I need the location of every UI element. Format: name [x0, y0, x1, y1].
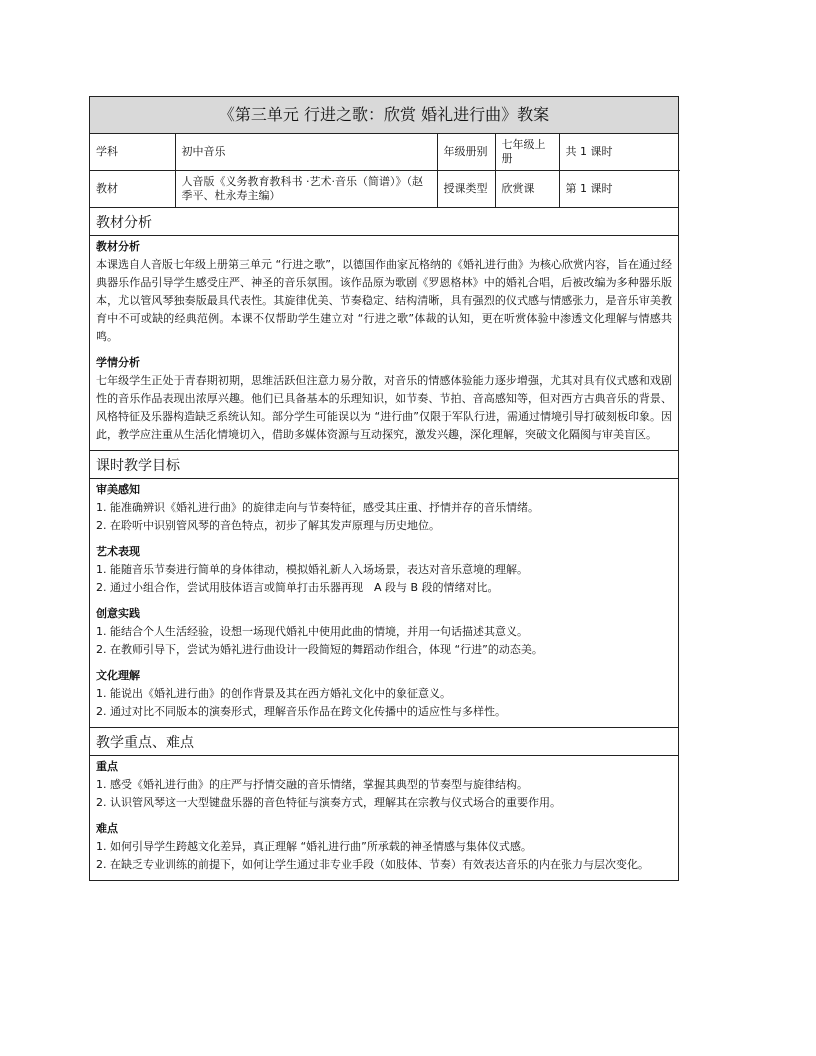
key-point-item: 1. 感受《婚礼进行曲》的庄严与抒情交融的音乐情绪，掌握其典型的节奏型与旋律结构。	[96, 778, 528, 791]
key-group-title: 难点	[96, 822, 118, 835]
info-row-subject	[90, 134, 680, 171]
objective-group-title: 艺术表现	[96, 545, 140, 558]
objective-group-title: 审美感知	[96, 483, 140, 496]
section-heading: 教材分析	[90, 208, 678, 236]
section-objectives	[90, 450, 678, 727]
key-point-item: 2. 认识管风琴这一大型键盘乐器的音色特征与演奏方式，理解其在宗教与仪式场合的重要作用。	[96, 796, 561, 809]
textbook-analysis-text: 本课选自人音版七年级上册第三单元 “行进之歌”，以德国作曲家瓦格纳的《婚礼进行曲》为核心欣赏内容，旨在通过经典器乐作品引导学生感受庄严、神圣的音乐氛围。该作品原为歌剧《罗恩格林》中的婚礼合唱，后被改编为多种器乐版本，尤以管风琴独奏版最具代表性。其旋律优美、节奏稳定、结构清晰，具有强烈的仪式感与情感张力，是音乐审美教育中不可或缺的经典范例。本课不仅帮助学生建立对 “行进之歌”体裁的认知，更在听赏体验中渗透文化理解与情感共鸣。	[96, 258, 672, 343]
textbook-label: 教材	[90, 171, 175, 208]
objective-item: 2. 在教师引导下，尝试为婚礼进行曲设计一段简短的舞蹈动作组合，体现 “行进”的动态美。	[96, 643, 543, 656]
section-heading: 课时教学目标	[90, 451, 678, 479]
objective-item: 2. 在聆听中识别管风琴的音色特点，初步了解其发声原理与历史地位。	[96, 519, 440, 532]
section-analysis	[90, 207, 678, 450]
objective-item: 2. 通过小组合作，尝试用肢体语言或简单打击乐器再现 A 段与 B 段的情绪对比。	[96, 581, 499, 594]
grade-label: 年级册别	[437, 134, 495, 171]
grade-value: 七年级上册	[495, 134, 559, 171]
subject-label: 学科	[90, 134, 175, 171]
lesson-value: 第 1 课时	[559, 171, 680, 208]
lesson-plan-sheet	[89, 96, 679, 881]
section-heading: 教学重点、难点	[90, 728, 678, 756]
objective-item: 1. 能说出《婚礼进行曲》的创作背景及其在西方婚礼文化中的象征意义。	[96, 687, 451, 700]
key-group-title: 重点	[96, 760, 118, 773]
difficulty-item: 2. 在缺乏专业训练的前提下，如何让学生通过非专业手段（如肢体、节奏）有效表达音乐的内在张力与层次变化。	[96, 858, 649, 871]
objective-group-title: 文化理解	[96, 669, 140, 682]
subsection-title: 学情分析	[96, 356, 140, 369]
info-table	[90, 134, 680, 207]
objective-item: 1. 能随音乐节奏进行简单的身体律动，模拟婚礼新人入场场景，表达对音乐意境的理解。	[96, 563, 528, 576]
document-title: 《第三单元 行进之歌：欣赏 婚礼进行曲》教案	[90, 97, 678, 134]
subsection-title: 教材分析	[96, 240, 140, 253]
objective-item: 1. 能准确辨识《婚礼进行曲》的旋律走向与节奏特征，感受其庄重、抒情并存的音乐情绪。	[96, 501, 539, 514]
type-label: 授课类型	[437, 171, 495, 208]
objective-group-title: 创意实践	[96, 607, 140, 620]
objective-item: 1. 能结合个人生活经验，设想一场现代婚礼中使用此曲的情境，并用一句话描述其意义。	[96, 625, 528, 638]
subject-value: 初中音乐	[175, 134, 437, 171]
difficulty-item: 1. 如何引导学生跨越文化差异，真正理解 “婚礼进行曲”所承载的神圣情感与集体仪式感。	[96, 840, 532, 853]
student-analysis-text: 七年级学生正处于青春期初期，思维活跃但注意力易分散，对音乐的情感体验能力逐步增强，尤其对具有仪式感和戏剧性的音乐作品表现出浓厚兴趣。他们已具备基本的乐理知识，如节奏、节拍、音高感知等，但对西方古典音乐的背景、风格特征及乐器构造缺乏系统认知。部分学生可能误以为 “进行曲”仅限于军队行进，需通过情境引导打破刻板印象。因此，教学应注重从生活化情境切入，借助多媒体资源与互动探究，激发兴趣，深化理解，突破文化隔阂与审美盲区。	[96, 374, 672, 441]
info-row-textbook	[90, 171, 680, 208]
objective-item: 2. 通过对比不同版本的演奏形式，理解音乐作品在跨文化传播中的适应性与多样性。	[96, 705, 506, 718]
textbook-value: 人音版《义务教育教科书 ·艺术·音乐（简谱）》（赵季平、杜永寿主编）	[175, 171, 437, 208]
hours-value: 共 1 课时	[559, 134, 680, 171]
type-value: 欣赏课	[495, 171, 559, 208]
section-key-points	[90, 727, 678, 880]
